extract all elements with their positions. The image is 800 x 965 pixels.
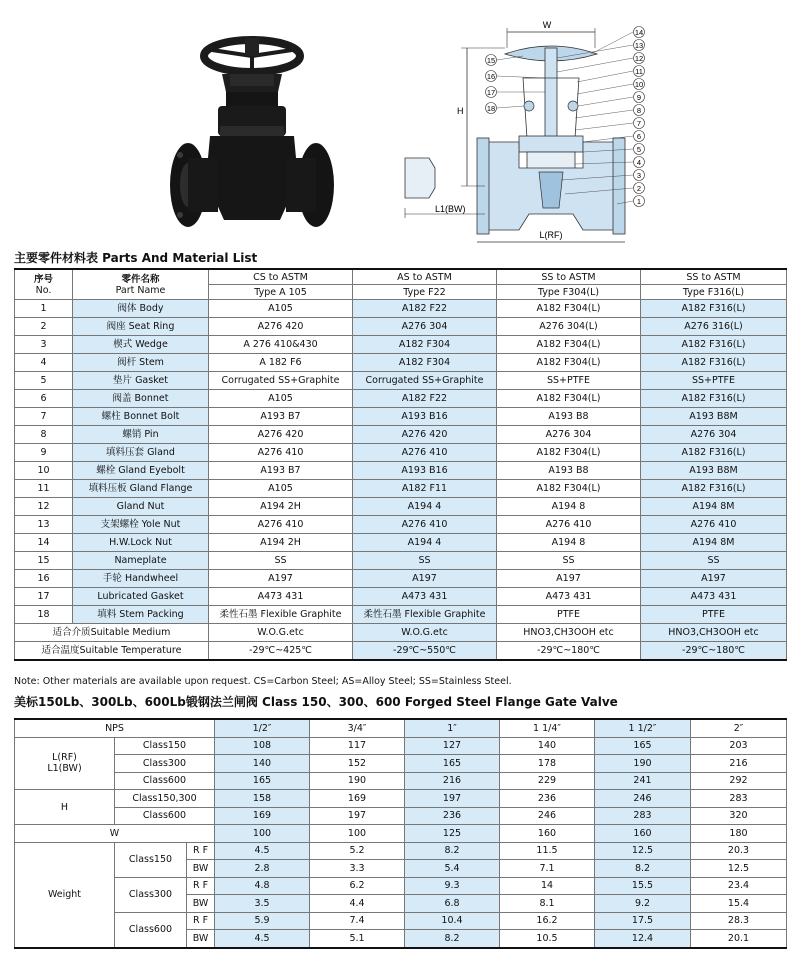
table-cell: HNO3,CH3OOH etc <box>641 624 787 642</box>
parts-table-body <box>15 300 787 624</box>
rf-label: R F <box>187 912 215 930</box>
table-row <box>15 842 787 860</box>
table-cell: A182 F304(L) <box>497 300 641 318</box>
table-row <box>15 390 787 408</box>
table-cell: 236 <box>405 807 500 825</box>
l-rf-label: L(RF) <box>52 752 77 764</box>
table-cell: 4.4 <box>310 895 405 913</box>
svg-text:6: 6 <box>636 132 642 141</box>
class-label: Class150,300 <box>115 790 215 808</box>
table-cell: SS <box>497 552 641 570</box>
table-cell: A105 <box>209 390 353 408</box>
table-cell: A105 <box>209 300 353 318</box>
table-cell: 8.2 <box>595 860 691 878</box>
table-row <box>15 534 787 552</box>
dim-l1-label: L1(BW) <box>435 204 466 214</box>
table-row <box>15 737 787 755</box>
svg-text:10: 10 <box>634 80 644 89</box>
header-col-2-top: AS to ASTM <box>353 269 497 285</box>
length-label <box>15 737 115 790</box>
part-name: 阀盖 Bonnet <box>73 390 209 408</box>
class-label: Class600 <box>115 772 215 790</box>
table-cell: A276 410 <box>353 444 497 462</box>
table-cell: 165 <box>595 737 691 755</box>
table-row <box>15 825 787 843</box>
class-label: Class150 <box>115 842 187 877</box>
table-cell: A182 F316(L) <box>641 300 787 318</box>
table-row <box>15 912 787 930</box>
class-label: Class150 <box>115 737 215 755</box>
table-cell: 15.4 <box>691 895 787 913</box>
table-cell: Corrugated SS+Graphite <box>209 372 353 390</box>
table-cell: A197 <box>209 570 353 588</box>
part-name: 支架螺栓 Yole Nut <box>73 516 209 534</box>
size-header: 1/2″ <box>215 719 310 737</box>
table-cell: A193 B8 <box>497 408 641 426</box>
table-cell: SS <box>209 552 353 570</box>
table-cell: 127 <box>405 737 500 755</box>
table-cell: 169 <box>215 807 310 825</box>
table-cell: A182 F11 <box>353 480 497 498</box>
header-col-3-top: SS to ASTM <box>497 269 641 285</box>
table-cell: SS <box>641 552 787 570</box>
row-number: 13 <box>15 516 73 534</box>
table-cell: 197 <box>405 790 500 808</box>
class-label: Class600 <box>115 912 187 948</box>
table-cell: 10.4 <box>405 912 500 930</box>
table-row <box>15 372 787 390</box>
table-cell: A276 410 <box>497 516 641 534</box>
row-number: 12 <box>15 498 73 516</box>
table-cell: 180 <box>691 825 787 843</box>
table-cell: 178 <box>500 755 595 773</box>
table-cell: A276 410 <box>209 516 353 534</box>
nps-label: NPS <box>15 719 215 737</box>
header-no: 序号 No. <box>15 269 73 300</box>
table-cell: A194 8M <box>641 498 787 516</box>
svg-text:4: 4 <box>636 158 642 167</box>
table-cell: -29℃~425℃ <box>209 642 353 661</box>
table-cell: A194 8 <box>497 534 641 552</box>
table-cell: A473 431 <box>353 588 497 606</box>
row-number: 7 <box>15 408 73 426</box>
table-cell: 2.8 <box>215 860 310 878</box>
table-row <box>15 570 787 588</box>
table-cell: 20.1 <box>691 930 787 948</box>
table-cell: A182 F304(L) <box>497 480 641 498</box>
table-cell: 10.5 <box>500 930 595 948</box>
table-cell: 216 <box>691 755 787 773</box>
class-label: Class300 <box>115 877 187 912</box>
table-cell: 9.2 <box>595 895 691 913</box>
part-name: 填料压板 Gland Flange <box>73 480 209 498</box>
table-cell: A276 304(L) <box>497 318 641 336</box>
table-cell: 5.4 <box>405 860 500 878</box>
table-cell: 8.2 <box>405 930 500 948</box>
table-cell: -29℃~180℃ <box>497 642 641 661</box>
table-cell: 152 <box>310 755 405 773</box>
table-cell: 16.2 <box>500 912 595 930</box>
table-row <box>15 300 787 318</box>
row-number: 8 <box>15 426 73 444</box>
table-cell: 203 <box>691 737 787 755</box>
table-cell: 12.5 <box>691 860 787 878</box>
table-cell: 8.2 <box>405 842 500 860</box>
table-row <box>15 807 787 825</box>
table-row <box>15 498 787 516</box>
table-cell: 11.5 <box>500 842 595 860</box>
part-name: 阀体 Body <box>73 300 209 318</box>
table-cell: 4.8 <box>215 877 310 895</box>
table-row <box>15 354 787 372</box>
table-cell: 117 <box>310 737 405 755</box>
table-cell: A182 F304(L) <box>497 336 641 354</box>
table-row <box>15 552 787 570</box>
table-cell: 140 <box>215 755 310 773</box>
svg-text:2: 2 <box>636 184 642 193</box>
table-cell: A182 F316(L) <box>641 354 787 372</box>
size-header: 1″ <box>405 719 500 737</box>
header-col-4-top: SS to ASTM <box>641 269 787 285</box>
table-cell: 165 <box>215 772 310 790</box>
table-cell: Corrugated SS+Graphite <box>353 372 497 390</box>
table-row <box>15 755 787 773</box>
table-header-row <box>15 269 787 285</box>
svg-text:9: 9 <box>636 93 642 102</box>
table-cell: A193 B16 <box>353 462 497 480</box>
table-cell: A276 304 <box>497 426 641 444</box>
table-row <box>15 642 787 661</box>
table-cell: A276 304 <box>641 426 787 444</box>
table-cell: 246 <box>500 807 595 825</box>
part-name: 螺销 Pin <box>73 426 209 444</box>
svg-text:17: 17 <box>486 88 496 97</box>
table-cell: 197 <box>310 807 405 825</box>
table-cell: 6.8 <box>405 895 500 913</box>
svg-text:7: 7 <box>636 119 642 128</box>
table-cell: 246 <box>595 790 691 808</box>
table-cell: A276 420 <box>209 426 353 444</box>
table-cell: A182 F316(L) <box>641 336 787 354</box>
part-name: 阀座 Seat Ring <box>73 318 209 336</box>
dimension-table-body <box>15 719 787 948</box>
svg-text:12: 12 <box>634 54 644 63</box>
table-cell: A193 B7 <box>209 462 353 480</box>
table-row <box>15 336 787 354</box>
table-cell: HNO3,CH3OOH etc <box>497 624 641 642</box>
table-cell: A193 B16 <box>353 408 497 426</box>
table-cell: A182 F304 <box>353 336 497 354</box>
table-cell: 柔性石墨 Flexible Graphite <box>209 606 353 624</box>
table-cell: 5.2 <box>310 842 405 860</box>
dim-l-label: L(RF) <box>539 230 563 240</box>
header-col-2-bottom: Type F22 <box>353 285 497 300</box>
row-number: 10 <box>15 462 73 480</box>
header-figures <box>0 0 800 250</box>
part-name: H.W.Lock Nut <box>73 534 209 552</box>
table-cell: PTFE <box>641 606 787 624</box>
table-cell: A182 F304 <box>353 354 497 372</box>
table-cell: 28.3 <box>691 912 787 930</box>
svg-text:3: 3 <box>636 171 642 180</box>
table-cell: 20.3 <box>691 842 787 860</box>
table-cell: A276 420 <box>353 426 497 444</box>
table-cell: 4.5 <box>215 842 310 860</box>
table-row <box>15 606 787 624</box>
row-number: 17 <box>15 588 73 606</box>
table-cell: 160 <box>595 825 691 843</box>
svg-text:13: 13 <box>634 41 644 50</box>
table-cell: A194 4 <box>353 498 497 516</box>
table-cell: -29℃~180℃ <box>641 642 787 661</box>
table-cell: 柔性石墨 Flexible Graphite <box>353 606 497 624</box>
rf-label: R F <box>187 877 215 895</box>
svg-text:11: 11 <box>635 67 643 76</box>
table-row <box>15 318 787 336</box>
dim-w-label: W <box>542 20 552 30</box>
table-cell: A194 8 <box>497 498 641 516</box>
table-row <box>15 772 787 790</box>
part-name: 填料压套 Gland <box>73 444 209 462</box>
table-cell: 9.3 <box>405 877 500 895</box>
table-cell: W.O.G.etc <box>209 624 353 642</box>
dim-h-label: H <box>457 106 464 116</box>
table-cell: 14 <box>500 877 595 895</box>
row-number: 6 <box>15 390 73 408</box>
table-cell: 236 <box>500 790 595 808</box>
height-label: H <box>15 790 115 825</box>
table-cell: A182 F316(L) <box>641 480 787 498</box>
table-cell: 125 <box>405 825 500 843</box>
part-name: 手轮 Handwheel <box>73 570 209 588</box>
svg-text:15: 15 <box>486 56 496 65</box>
part-name: 垫片 Gasket <box>73 372 209 390</box>
table-row <box>15 877 787 895</box>
table-cell: 283 <box>691 790 787 808</box>
class-label: Class600 <box>115 807 215 825</box>
header-part-name: 零件名称 Part Name <box>73 269 209 300</box>
parts-material-table <box>14 268 787 661</box>
table-cell: A193 B8 <box>497 462 641 480</box>
table-cell: SS+PTFE <box>641 372 787 390</box>
table-cell: A182 F304(L) <box>497 390 641 408</box>
table-row <box>15 462 787 480</box>
table-cell: 241 <box>595 772 691 790</box>
svg-text:14: 14 <box>634 28 644 37</box>
header-col-1-top: CS to ASTM <box>209 269 353 285</box>
table-cell: A473 431 <box>209 588 353 606</box>
table-cell: 15.5 <box>595 877 691 895</box>
table-row <box>15 516 787 534</box>
table-cell: A276 420 <box>209 318 353 336</box>
part-name: 螺栓 Gland Eyebolt <box>73 462 209 480</box>
part-name: 填料 Stem Packing <box>73 606 209 624</box>
row-number: 2 <box>15 318 73 336</box>
table-cell: A473 431 <box>497 588 641 606</box>
materials-note: Note: Other materials are available upon request. CS=Carbon Steel; AS=Alloy Steel; SS=Stainless Steel. <box>14 676 512 687</box>
table-cell: A182 F22 <box>353 390 497 408</box>
part-name: Nameplate <box>73 552 209 570</box>
table-cell: 100 <box>215 825 310 843</box>
table-cell: A193 B8M <box>641 462 787 480</box>
class-label: Class300 <box>115 755 215 773</box>
weight-label: Weight <box>15 842 115 948</box>
table-cell: SS+PTFE <box>497 372 641 390</box>
table-cell: A182 F316(L) <box>641 444 787 462</box>
part-name: 螺柱 Bonnet Bolt <box>73 408 209 426</box>
table-cell: 158 <box>215 790 310 808</box>
table-cell: A197 <box>353 570 497 588</box>
table-row <box>15 790 787 808</box>
table-row <box>15 408 787 426</box>
row-number: 3 <box>15 336 73 354</box>
header-col-4-bottom: Type F316(L) <box>641 285 787 300</box>
table-cell: 12.4 <box>595 930 691 948</box>
table-cell: 190 <box>595 755 691 773</box>
table-cell: A194 2H <box>209 498 353 516</box>
table-cell: 3.5 <box>215 895 310 913</box>
table-cell: A197 <box>641 570 787 588</box>
table-cell: A194 4 <box>353 534 497 552</box>
temperature-label: 适合温度Suitable Temperature <box>15 642 209 661</box>
svg-text:16: 16 <box>486 72 496 81</box>
table-cell: A194 8M <box>641 534 787 552</box>
size-header: 1 1/4″ <box>500 719 595 737</box>
header-col-1-bottom: Type A 105 <box>209 285 353 300</box>
svg-text:18: 18 <box>486 104 496 113</box>
table-row <box>15 588 787 606</box>
table-cell: A276 410 <box>353 516 497 534</box>
table-cell: A182 F22 <box>353 300 497 318</box>
row-number: 14 <box>15 534 73 552</box>
table-cell: 190 <box>310 772 405 790</box>
svg-text:1: 1 <box>636 197 642 206</box>
table-cell: W.O.G.etc <box>353 624 497 642</box>
table-cell: 8.1 <box>500 895 595 913</box>
row-number: 4 <box>15 354 73 372</box>
table-cell: 7.1 <box>500 860 595 878</box>
table-cell: 169 <box>310 790 405 808</box>
svg-text:5: 5 <box>636 145 642 154</box>
table-cell: 165 <box>405 755 500 773</box>
size-header: 3/4″ <box>310 719 405 737</box>
table-cell: 5.9 <box>215 912 310 930</box>
table-row <box>15 480 787 498</box>
gate-valve-section-drawing <box>395 18 665 248</box>
table-row <box>15 719 787 737</box>
part-name: 阀杆 Stem <box>73 354 209 372</box>
table-cell: 12.5 <box>595 842 691 860</box>
row-number: 5 <box>15 372 73 390</box>
row-number: 11 <box>15 480 73 498</box>
table-cell: A105 <box>209 480 353 498</box>
table-cell: 100 <box>310 825 405 843</box>
medium-label: 适合介质Suitable Medium <box>15 624 209 642</box>
row-number: 1 <box>15 300 73 318</box>
parts-list-title: 主要零件材料表 Parts And Material List <box>14 251 258 265</box>
table-cell: 23.4 <box>691 877 787 895</box>
table-cell: 216 <box>405 772 500 790</box>
table-cell: PTFE <box>497 606 641 624</box>
table-cell: A276 316(L) <box>641 318 787 336</box>
table-cell: 5.1 <box>310 930 405 948</box>
svg-text:8: 8 <box>636 106 642 115</box>
table-cell: 17.5 <box>595 912 691 930</box>
bw-label: BW <box>187 895 215 913</box>
dimension-table <box>14 718 787 949</box>
table-cell: A193 B7 <box>209 408 353 426</box>
bw-label: BW <box>187 860 215 878</box>
table-cell: A276 410 <box>209 444 353 462</box>
table-cell: A182 F304(L) <box>497 354 641 372</box>
row-number: 15 <box>15 552 73 570</box>
table-cell: 6.2 <box>310 877 405 895</box>
part-name: 楔式 Wedge <box>73 336 209 354</box>
table-cell: A194 2H <box>209 534 353 552</box>
table-cell: SS <box>353 552 497 570</box>
dimension-table-title: 美标150Lb、300Lb、600Lb锻钢法兰闸阀 Class 150、300、600 Forged Steel Flange Gate Valve <box>14 695 618 709</box>
row-number: 16 <box>15 570 73 588</box>
table-cell: A276 410 <box>641 516 787 534</box>
table-cell: A276 304 <box>353 318 497 336</box>
table-cell: A 182 F6 <box>209 354 353 372</box>
row-number: 9 <box>15 444 73 462</box>
l1-bw-label: L1(BW) <box>47 763 82 775</box>
table-row <box>15 444 787 462</box>
part-name: Gland Nut <box>73 498 209 516</box>
table-cell: 229 <box>500 772 595 790</box>
row-number: 18 <box>15 606 73 624</box>
gate-valve-photo <box>160 30 340 240</box>
part-name: Lubricated Gasket <box>73 588 209 606</box>
size-header: 2″ <box>691 719 787 737</box>
bw-label: BW <box>187 930 215 948</box>
table-cell: A193 B8M <box>641 408 787 426</box>
table-cell: A182 F316(L) <box>641 390 787 408</box>
table-cell: 4.5 <box>215 930 310 948</box>
table-row <box>15 426 787 444</box>
header-col-3-bottom: Type F304(L) <box>497 285 641 300</box>
table-cell: 320 <box>691 807 787 825</box>
table-cell: 283 <box>595 807 691 825</box>
table-row <box>15 624 787 642</box>
table-cell: A473 431 <box>641 588 787 606</box>
table-cell: 108 <box>215 737 310 755</box>
table-cell: A 276 410&430 <box>209 336 353 354</box>
size-header: 1 1/2″ <box>595 719 691 737</box>
table-cell: -29℃~550℃ <box>353 642 497 661</box>
table-cell: 160 <box>500 825 595 843</box>
table-cell: A197 <box>497 570 641 588</box>
width-label: W <box>15 825 215 843</box>
table-cell: 292 <box>691 772 787 790</box>
table-cell: 140 <box>500 737 595 755</box>
table-cell: 7.4 <box>310 912 405 930</box>
table-cell: 3.3 <box>310 860 405 878</box>
rf-label: R F <box>187 842 215 860</box>
table-cell: A182 F304(L) <box>497 444 641 462</box>
